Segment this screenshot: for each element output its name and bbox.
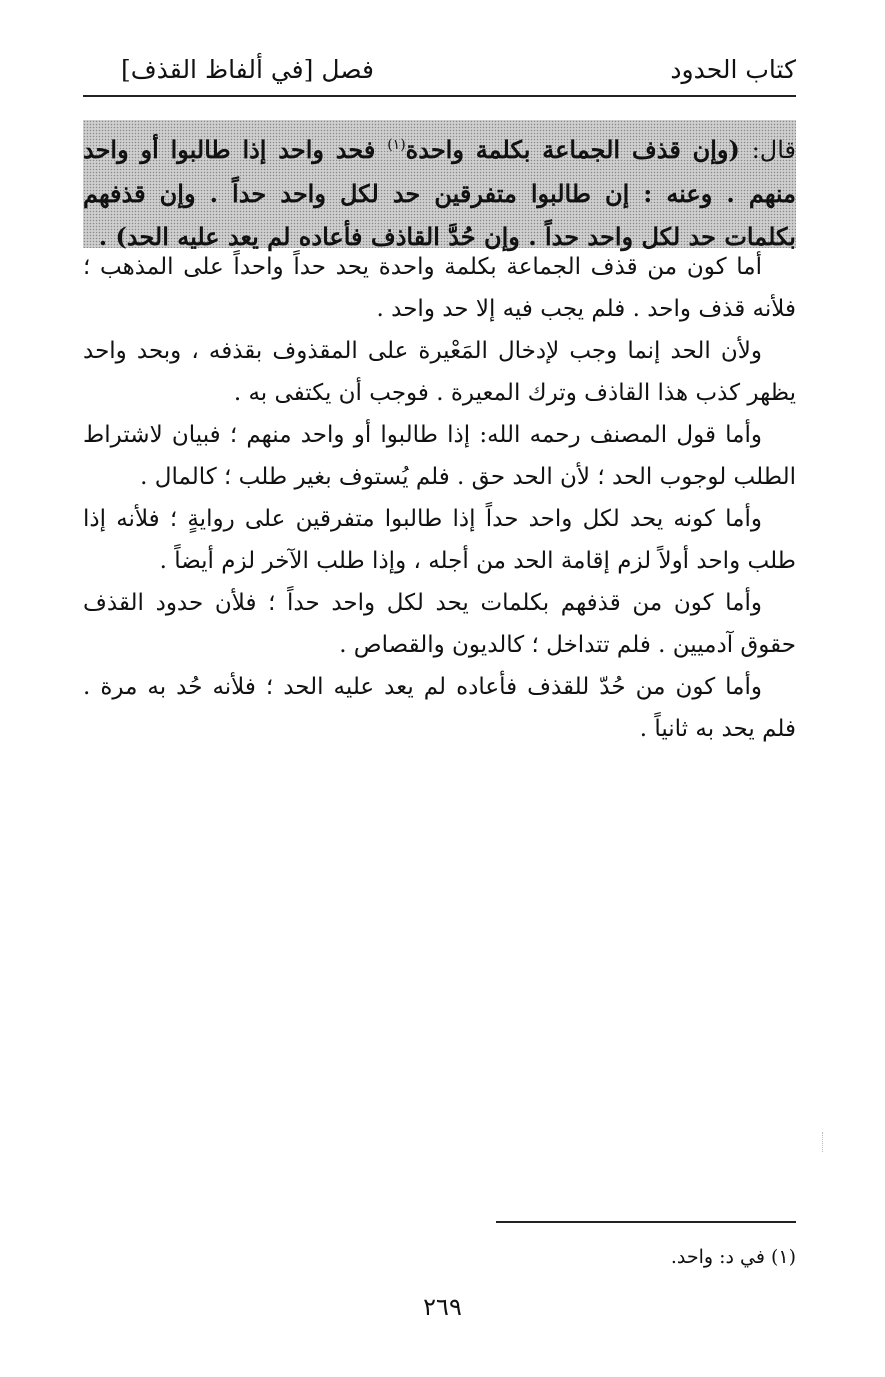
paragraph: وأما كون من حُدّ للقذف فأعاده لم يعد عليه الحد ؛ فلأنه حُد به مرة . فلم يحد به ثانياً . [83, 674, 796, 742]
matn-intro: قال: [751, 136, 797, 164]
footnote: (١) في د: واحد. [670, 1246, 796, 1268]
section-title: فصل [في ألفاظ القذف] [121, 55, 374, 84]
matn-text-rest: فحد واحد إذا طالبوا أو واحد منهم . وعنه : إن طالبوا متفرقين حد لكل واحد حداً . وإن قذفهم بكلمات حد لكل واحد حداً . وإن حُدَّ القاذف فأعاده لم يعد عليه الحد) . [83, 135, 796, 251]
commentary-body [83, 246, 796, 750]
footnote-divider [496, 1221, 796, 1223]
paragraph: أما كون من قذف الجماعة بكلمة واحدة يحد حداً واحداً على المذهب ؛ فلأنه قذف واحد . فلم يجب فيه إلا حد واحد . [83, 254, 796, 322]
header-divider [83, 95, 796, 97]
margin-mark [822, 1132, 825, 1152]
page-number: ٢٦٩ [423, 1293, 462, 1321]
running-header [83, 52, 796, 92]
paragraph: وأما قول المصنف رحمه الله: إذا طالبوا أو واحد منهم ؛ فبيان لاشتراط الطلب لوجوب الحد ؛ لأن الحد حق . فلم يُستوف بغير طلب ؛ كالمال . [83, 422, 796, 490]
matn-text-start: (وإن قذف الجماعة بكلمة واحدة [405, 135, 740, 164]
footnote-marker: (١) [387, 137, 406, 153]
paragraph: ولأن الحد إنما وجب لإدخال المَعْيرة على المقذوف بقذفه ، وبحد واحد يظهر كذب هذا القاذف وترك المعيرة . فوجب أن يكتفى به . [83, 338, 796, 406]
highlighted-matn [83, 120, 797, 251]
paragraph: وأما كونه يحد لكل واحد حداً إذا طالبوا متفرقين على روايةٍ ؛ فلأنه إذا طلب واحد أولاً لزم إقامة الحد من أجله ، وإذا طلب الآخر لزم أيضاً . [83, 506, 796, 574]
paragraph: وأما كون من قذفهم بكلمات يحد لكل واحد حداً ؛ فلأن حدود القذف حقوق آدميين . فلم تتداخل ؛ كالديون والقصاص . [83, 590, 796, 658]
book-title: كتاب الحدود [670, 55, 796, 84]
